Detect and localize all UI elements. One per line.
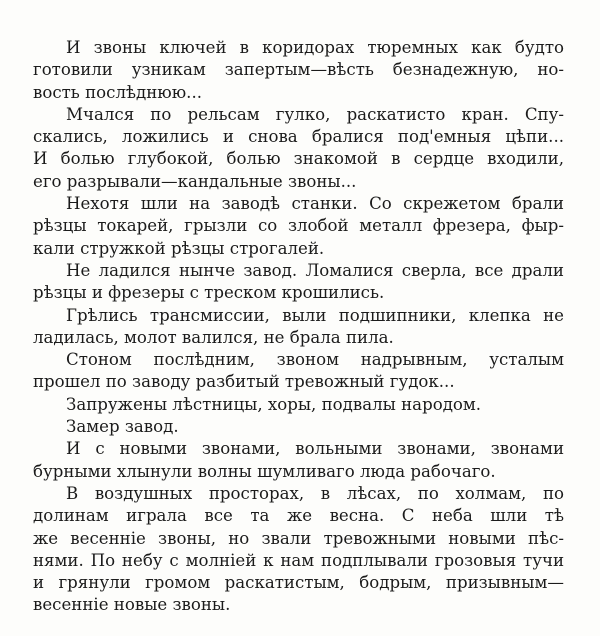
paragraph [33, 438, 564, 483]
text-line: нями. По небу с молнiей к нам подплывали грозовыя тучи [33, 550, 564, 570]
text-line: И с новыми звонами, вольными звонами, звонами [66, 439, 564, 459]
text-line: ладилась, молот валился, не брала пила. [33, 327, 394, 347]
text-line: И звоны ключей в коридорах тюремных как будто [66, 38, 564, 57]
text-line: долинам играла все та же весна. С неба шли тѣ [33, 506, 564, 526]
text-line: же весеннiе звоны, но звали тревожными новыми пѣс- [33, 528, 564, 548]
paragraph [33, 305, 564, 350]
text-line: Нехотя шли на заводѣ станки. Со скрежетом брали [66, 194, 564, 214]
text-line: рѣзцы и фрезеры с треском крошились. [33, 283, 385, 303]
page-text [33, 37, 564, 617]
text-line: скались, ложились и снова бралися под'емныя цѣпи... [33, 127, 564, 147]
text-line: Замер завод. [66, 417, 179, 437]
text-line: его разрывали—кандальные звоны... [33, 171, 357, 191]
text-line: весеннiе новые звоны. [33, 595, 231, 615]
text-line: вость послѣднюю... [33, 82, 203, 102]
paragraph [33, 193, 564, 260]
paragraph [33, 483, 564, 617]
paragraph [33, 416, 564, 438]
text-line: рѣзцы токарей, грызли со злобой металл фрезера, фыр- [33, 216, 564, 236]
text-line: Запружены лѣстницы, хоры, подвалы народом. [66, 394, 482, 414]
text-line: бурными хлынули волны шумливаго люда рабочаго. [33, 461, 496, 481]
text-line: И болью глубокой, болью знакомой в сердце входили, [33, 149, 564, 169]
text-line: Грѣлись трансмиссии, выли подшипники, клепка не [66, 305, 564, 325]
text-line: прошел по заводу разбитый тревожный гудок... [33, 372, 455, 392]
text-line: кали стружкой рѣзцы строгалей. [33, 238, 325, 258]
paragraph [33, 104, 564, 193]
paragraph [33, 394, 564, 416]
text-line: Стоном послѣдним, звоном надрывным, усталым [66, 350, 564, 370]
text-line: готовили узникам запертым—вѣсть безнадежную, но- [33, 60, 564, 80]
paragraph [33, 260, 564, 305]
paragraph [33, 349, 564, 394]
text-line: Мчался по рельсам гулко, раскатисто кран. Спу- [66, 104, 564, 124]
text-line: и грянули громом раскатистым, бодрым, призывным— [33, 573, 564, 593]
text-line: Не ладился нынче завод. Ломалися сверла, все драли [66, 260, 564, 280]
text-line: В воздушных просторах, в лѣсах, по холмам, по [66, 483, 564, 503]
paragraph [33, 37, 564, 104]
